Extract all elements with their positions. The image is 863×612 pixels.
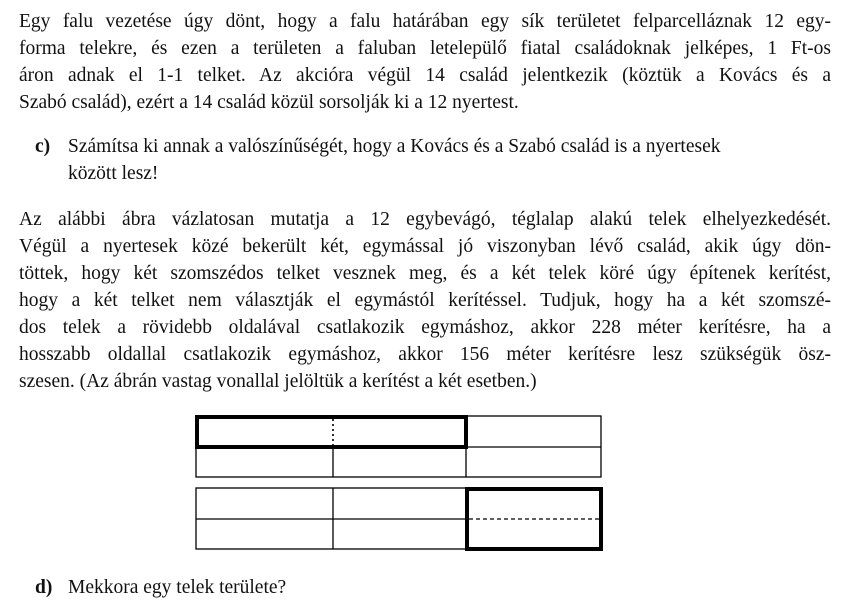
- task-c-label: c): [35, 136, 51, 157]
- fence-thick-short-side: [197, 417, 466, 447]
- description-line: dos telek a rövidebb oldalával csatlakozik egymáshoz, akkor 228 méter kerítésre, ha a: [19, 317, 831, 338]
- description-line: töttek, hogy két szomszédos telket vesznek meg, és a két telek köré úgy építenek kerítést,: [19, 263, 831, 284]
- task-d-question: Mekkora egy telek területe?: [68, 577, 287, 598]
- plot-grid-long-side: [196, 488, 601, 549]
- plot-grid-outline: [196, 416, 601, 477]
- intro-line: forma telekre, és ezen a területen a faluban letelepülő fiatal családoknak jelképes, 1 Ft-os: [19, 38, 831, 59]
- intro-line: Egy falu vezetése úgy dönt, hogy a falu határában egy sík területet felparcelláznak 12 egy-: [19, 11, 831, 32]
- description-line: hogy a két telket nem választják el egymástól kerítéssel. Tudjuk, hogy ha a két szomszé-: [19, 290, 831, 311]
- intro-line: áron adnak el 1-1 telket. Az akcióra végül 14 család jelentkezik (köztük a Kovács és a: [19, 65, 831, 86]
- intro-line: Szabó család), ezért a 14 család közül sorsolják ki a 12 nyertest.: [19, 92, 519, 113]
- description-line: szesen. (Az ábrán vastag vonallal jelöltük a kerítést a két esetben.): [19, 371, 537, 392]
- task-c-line: Számítsa ki annak a valószínűségét, hogy a Kovács és a Szabó család is a nyertesek: [68, 136, 721, 157]
- plot-grid-short-side: [196, 416, 601, 477]
- description-paragraph: [19, 206, 831, 395]
- description-line: Végül a nyertesek közé bekerült két, egymással jó viszonyban lévő család, akik úgy dön-: [19, 236, 831, 257]
- description-line: Az alábbi ábra vázlatosan mutatja a 12 egybevágó, téglalap alakú telek elhelyezkedését.: [19, 209, 831, 230]
- fence-thick-long-side: [467, 489, 601, 549]
- intro-paragraph: [19, 8, 831, 116]
- task-c-line: között lesz!: [68, 163, 159, 184]
- task-d-label: d): [35, 577, 53, 598]
- plot-grid-outline: [196, 488, 601, 549]
- description-line: hosszabb oldallal csatlakozik egymáshoz, akkor 156 méter kerítésre lesz szükségük ösz-: [19, 344, 831, 365]
